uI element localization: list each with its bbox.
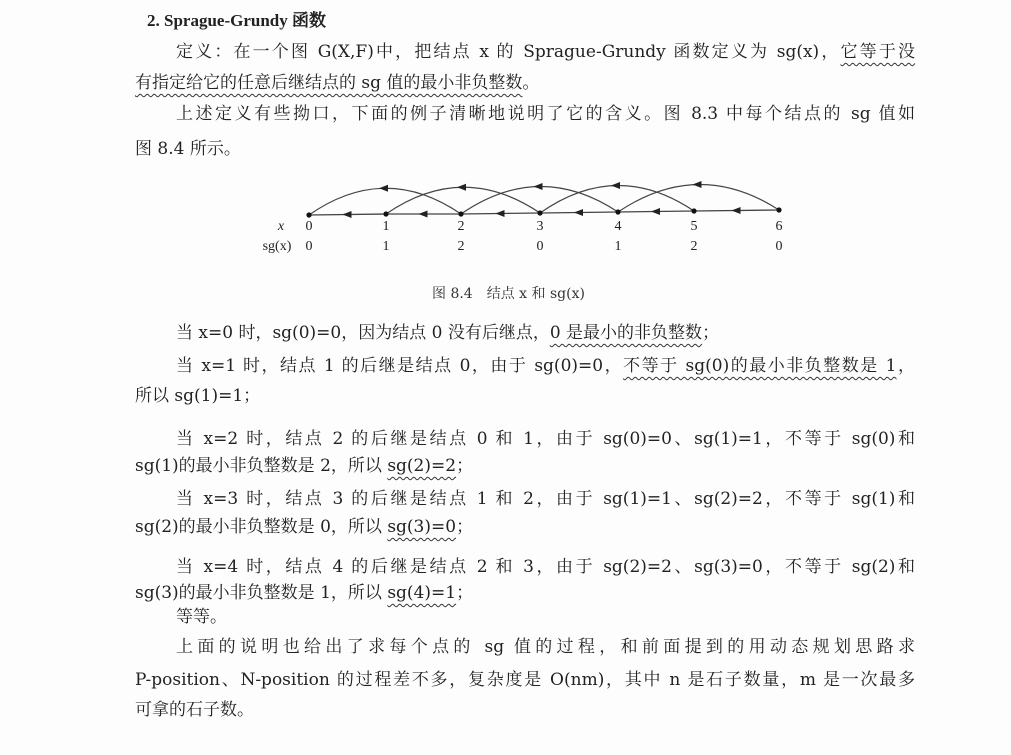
text-segment: sg(3)的最小非负整数是 1，所以 [135, 583, 388, 603]
node-x-label: 6 [775, 219, 783, 234]
text-segment: ； [702, 323, 720, 343]
arrow-head [611, 182, 620, 189]
text-segment: sg(2)的最小非负整数是 0，所以 [135, 517, 388, 537]
text-segment: 当 x=3 时，结点 3 的后继是结点 1 和 2，由于 sg(1)=1、sg(2)=2，不等于 sg(1)和 [176, 489, 915, 509]
node-sg-label: 0 [536, 239, 544, 254]
x-row-label: x [277, 219, 285, 234]
node-sg-label: 2 [690, 239, 698, 254]
text-segment: 等等。 [176, 607, 227, 627]
arrow-head [457, 184, 466, 191]
wavy-underlined-text: 有指定给它的任意后继结点的 sg 值的最小非负整数 [135, 73, 523, 93]
edge-arc [461, 186, 618, 214]
node-x-label: 5 [690, 219, 698, 234]
text-segment: 。 [522, 73, 540, 93]
text-line [176, 322, 915, 344]
arrow-head [496, 210, 505, 217]
node-sg-label: 0 [305, 239, 313, 254]
node-x-label: 3 [536, 219, 544, 234]
text-segment: P-position、N-position 的过程差不多，复杂度是 O(nm)，其中 n 是石子数量，m 是一次最多 [135, 670, 915, 690]
node-dot [776, 207, 781, 212]
text-line [176, 636, 915, 658]
wavy-underlined-text: sg(2)=2 [387, 456, 457, 476]
text-segment: sg(1)的最小非负整数是 2，所以 [135, 456, 388, 476]
text-segment: ； [456, 583, 474, 603]
node-x-label: 4 [614, 219, 622, 234]
node-dot [383, 211, 388, 216]
text-line [176, 355, 915, 377]
node-dot [537, 210, 542, 215]
text-line [176, 556, 915, 578]
wavy-underlined-text: 0 是最小的非负整数 [549, 323, 703, 343]
text-segment: 定义：在一个图 G(X,F)中，把结点 x 的 Sprague-Grundy 函数定义为 sg(x)， [176, 42, 841, 62]
text-segment: 当 x=0 时，sg(0)=0，因为结点 0 没有后继点， [176, 323, 550, 343]
text-line [135, 669, 915, 691]
figure-caption: 图 8.4 结点 x 和 sg(x) [432, 286, 585, 302]
text-line [135, 385, 915, 407]
text-segment: 可拿的石子数。 [135, 700, 254, 720]
node-dot [691, 208, 696, 213]
text-segment: 当 x=4 时，结点 4 的后继是结点 2 和 3，由于 sg(2)=2、sg(3)=0，不等于 sg(2)和 [176, 557, 915, 577]
wavy-underlined-text: 不等于 sg(0)的最小非负整数是 1 [623, 356, 897, 376]
arrow-head [534, 183, 543, 190]
wavy-underlined-text: sg(4)=1 [387, 583, 457, 603]
arrow-head [651, 208, 660, 215]
text-line [135, 699, 915, 721]
text-segment: 当 x=1 时，结点 1 的后继是结点 0，由于 sg(0)=0， [176, 356, 624, 376]
edge-arc [540, 185, 694, 213]
text-segment: 当 x=2 时，结点 2 的后继是结点 0 和 1，由于 sg(0)=0、sg(1)=1，不等于 sg(0)和 [176, 429, 915, 449]
text-line [176, 428, 915, 450]
text-segment: 所以 sg(1)=1； [135, 386, 261, 406]
text-line [135, 455, 915, 477]
sg-row-label: sg(x) [262, 239, 292, 254]
node-dot [306, 212, 311, 217]
arrow-head [419, 211, 428, 218]
text-segment: 上述定义有些拗口，下面的例子清晰地说明了它的含义。图 8.3 中每个结点的 sg 值如 [176, 104, 915, 124]
text-line [135, 582, 915, 604]
text-line [176, 606, 915, 628]
section-title: 2. Sprague-Grundy 函数 [147, 11, 326, 30]
text-segment: ， [896, 356, 916, 376]
arrow-head [693, 181, 702, 188]
arrow-head [343, 211, 352, 218]
text-segment: 上面的说明也给出了求每个点的 sg 值的过程，和前面提到的用动态规划思路求 [176, 637, 915, 657]
node-sg-label: 2 [457, 239, 465, 254]
node-sg-label: 0 [775, 239, 783, 254]
text-line [135, 516, 915, 538]
sg-diagram [0, 0, 1011, 300]
arrow-head [732, 207, 741, 214]
arrow-head [574, 209, 583, 216]
node-x-label: 1 [382, 219, 390, 234]
node-dot [458, 211, 463, 216]
node-sg-label: 1 [382, 239, 390, 254]
text-segment: ； [456, 456, 474, 476]
arrow-head [379, 185, 388, 192]
node-sg-label: 1 [614, 239, 622, 254]
node-x-label: 0 [305, 219, 313, 234]
node-x-label: 2 [457, 219, 465, 234]
text-segment: 图 8.4 所示。 [135, 139, 241, 159]
text-segment: ； [456, 517, 474, 537]
text-line [176, 488, 915, 510]
wavy-underlined-text: 它等于没 [840, 42, 916, 62]
wavy-underlined-text: sg(3)=0 [387, 517, 457, 537]
node-dot [615, 209, 620, 214]
edge-arc [309, 188, 461, 215]
